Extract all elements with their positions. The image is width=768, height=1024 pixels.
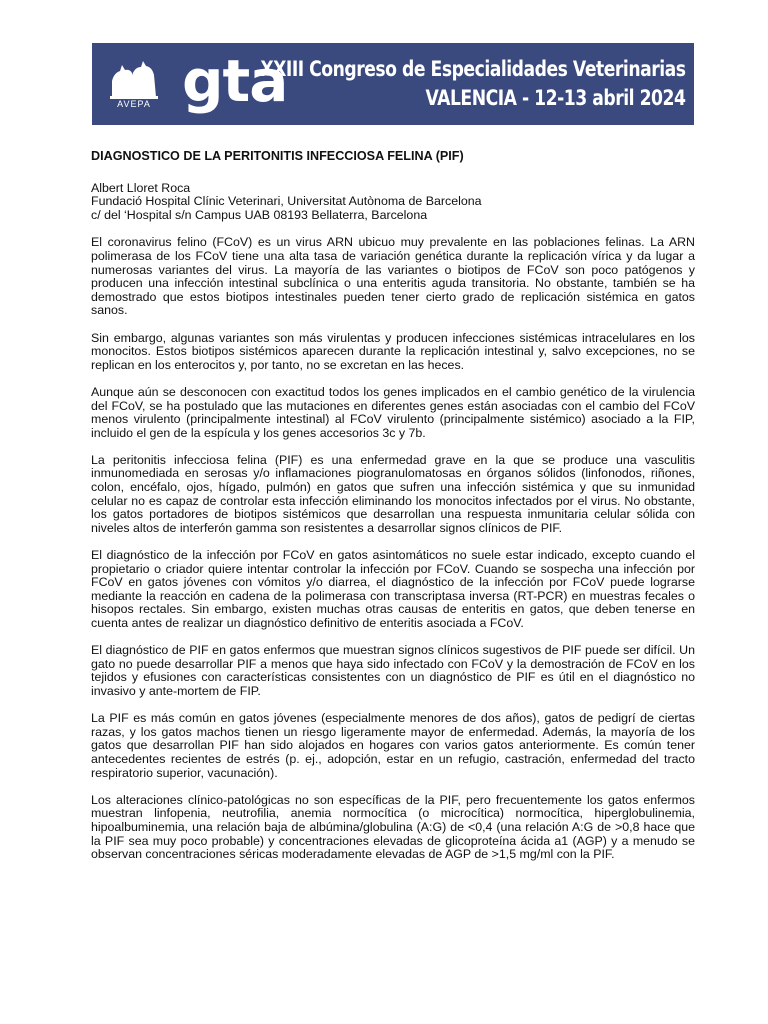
congress-title	[261, 55, 686, 113]
paragraph-1: El coronavirus felino (FCoV) es un virus ARN ubicuo muy prevalente en las poblaciones felinas. La ARN polimerasa de los FCoV tiene una alta tasa de variación genética durante la replicación vírica y da lugar a numerosas variantes del virus. La mayoría de las variantes o biotipos de FCoV son poco patógenos y producen una infección intestinal subclínica o una enteritis aguda transitoria. No obstante, también se ha demostrado que estos biotipos intestinales pueden tener cierto grado de replicación sistémica en gatos sanos.	[91, 235, 695, 318]
paragraph-4: La peritonitis infecciosa felina (PIF) es una enfermedad grave en la que se produce una vasculitis inmunomediada en serosas y/o inflamaciones piogranulomatosas en órganos sólidos (linfonodos, riñones, colon, encéfalo, ojos, hígado, pulmón) en gatos que sufren una infección sistémica y que su inmunidad celular no es capaz de controlar esta infección eliminando los monocitos infectados por el virus. No obstante, los gatos portadores de biotipos sistémicos que desarrollan una respuesta inmunitaria celular sólida con niveles altos de interferón gamma son resistentes a desarrollar signos clínicos de PIF.	[91, 452, 695, 535]
author-address: c/ del ‘Hospital s/n Campus UAB 08193 Bellaterra, Barcelona	[91, 207, 428, 222]
paragraph-2: Sin embargo, algunas variantes son más virulentas y producen infecciones sistémicas intracelulares en los monocitos. Estos biotipos sistémicos aparecen durante la replicación intestinal y, salvo excepciones, no se replican en los enterocitos y, por tanto, no se excretan en las heces.	[91, 330, 695, 372]
congress-title-line2: VALENCIA - 12-13 abril 2024	[425, 86, 686, 110]
author-institution: Fundació Hospital Clínic Veterinari, Universitat Autònoma de Barcelona	[91, 194, 482, 209]
author-block	[91, 182, 695, 223]
document-body	[91, 150, 695, 875]
avepa-logo	[106, 57, 162, 115]
author-name: Albert Lloret Roca	[91, 180, 191, 195]
congress-title-line1: XXIII Congreso de Especialidades Veterinarias	[260, 57, 686, 81]
avepa-animals-icon	[110, 59, 158, 99]
paragraph-5: El diagnóstico de la infección por FCoV en gatos asintomáticos no suele estar indicado, excepto cuando el propietario o criador quiere intentar controlar la infección por FCoV. Cuando se sospecha una infección por FCoV en gatos jóvenes con vómitos y/o diarrea, el diagnóstico de la infección por FCoV puede lograrse mediante la reacción en cadena de la polimerasa con transcriptasa inversa (RT-PCR) en muestras fecales o hisopos rectales. Sin embargo, existen muchas otras causas de enteritis en gatos, que deben tenerse en cuenta antes de realizar un diagnóstico definitivo de enteritis asociada a FCoV.	[91, 548, 695, 630]
document-title: DIAGNOSTICO DE LA PERITONITIS INFECCIOSA FELINA (PIF)	[91, 149, 464, 163]
logo-text: AVEPA	[117, 99, 151, 109]
paragraph-8: Los alteraciones clínico-patológicas no son específicas de la PIF, pero frecuentemente los gatos enfermos muestran linfopenia, neutrofilia, anemia normocítica (o microcítica) normocítica, hiperglobulinemia, hipoalbuminemia, una relación baja de albúmina/globulina (A:G) de <0,4 (una relación A:G de >0,8 hace que la PIF sea muy poco probable) y concentraciones elevadas de glicoproteína ácida a1 (AGP) y a menudo se observan concentraciones séricas moderadamente elevadas de AGP de >1,5 mg/ml con la PIF.	[91, 792, 695, 862]
paragraph-6: El diagnóstico de PIF en gatos enfermos que muestran signos clínicos sugestivos de PIF puede ser difícil. Un gato no puede desarrollar PIF a menos que haya sido infectado con FCoV y la demostración de FCoV en los tejidos y efusiones con características consistentes con un diagnóstico de PIF es útil en el diagnóstico no invasivo y ante-mortem de FIP.	[91, 643, 695, 698]
paragraph-7: La PIF es más común en gatos jóvenes (especialmente menores de dos años), gatos de pedigrí de ciertas razas, y los gatos machos tienen un riesgo ligeramente mayor de enfermedad. Además, la mayoría de los gatos que desarrollan PIF han sido alojados en hogares con varios gatos anteriormente. Es común tener antecedentes recientes de estrés (p. ej., adopción, estar en un refugio, castración, enfermedad del tracto respiratorio superior, vacunación).	[91, 711, 695, 780]
congress-banner	[92, 43, 694, 125]
paragraph-3: Aunque aún se desconocen con exactitud todos los genes implicados en el cambio genético de la virulencia del FCoV, se ha postulado que las mutaciones en diferentes genes están asociadas con el cambio del FCoV menos virulento (principalmente intestinal) al FCoV virulento (principalmente sistémico) asociado a la FIP, incluido el gen de la espícula y los genes accesorios 3c y 7b.	[91, 384, 695, 440]
brand-wordmark: gta	[182, 47, 288, 115]
